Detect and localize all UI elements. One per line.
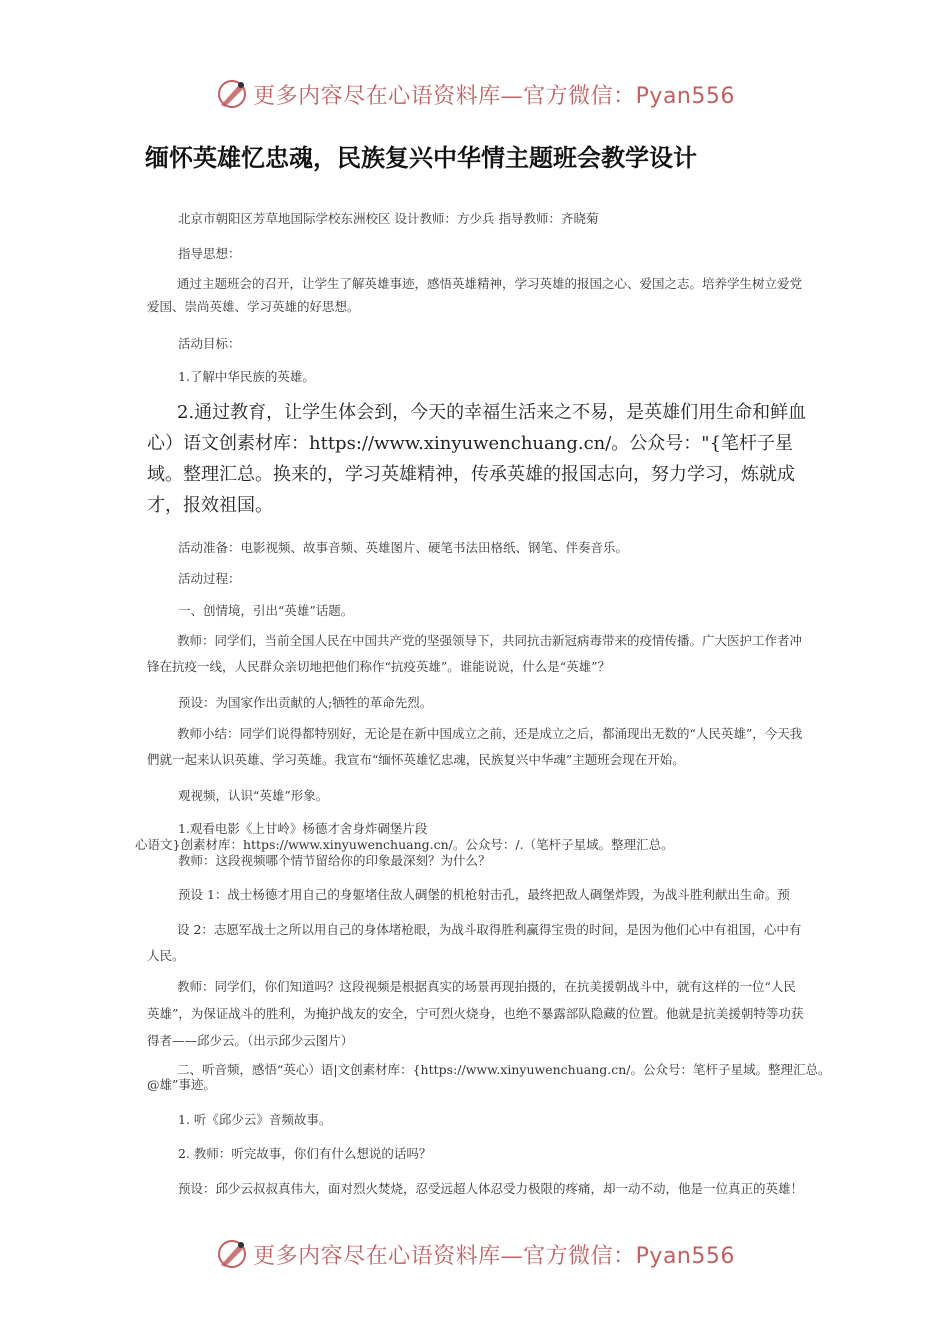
guide-label: 指导思想： [178,246,241,261]
teacher-summary: 教师小结：同学们说得都特别好，无论是在新中国成立之前，还是成立之后，都涌现出无数的“人民英雄”，今天我們就一起来认识英雄、学习英雄。我宣布“缅怀英雄忆忠魂，民族复兴中华魂”主题班会现在开始。 [147,726,803,767]
audio-item-2: 2. 教师：听完故事，你们有什么想说的话吗？ [178,1146,432,1161]
process-label: 活动过程： [178,571,241,586]
preset-3: 预设：邱少云叔叔真伟大，面对烈火焚烧，忍受远超人体忍受力极限的疼痛，却一动不动，他是一位真正的英雄！ [178,1181,804,1196]
teacher-paragraph-3: 教师：同学们，你们知道吗？这段视频是根据真实的场景再现拍摄的，在抗美援朝战斗中，就有这样的一位“人民英雄”，为保证战斗的胜利，为掩护战友的安全，宁可烈火烧身，也绝不暴露部队隐藏的位置。他就是抗美援朝特等功获得者——邱少云。（出示邱少云图片） [147,979,804,1048]
guide-text: 通过主题班会的召开，让学生了解英雄事迹，感悟英雄精神，学习英雄的报国之心、爱国之志。培养学生树立爱党爱国、崇尚英雄、学习英雄的好思想。 [147,276,803,314]
author-line: 北京市朝阳区芳草地国际学校东洲校区 设计教师：方少兵 指导教师：齐晓菊 [178,211,599,226]
header-watermark-banner [0,64,950,124]
banner-text: 更多内容尽在心语资料库—官方微信：Pyan556 [253,1243,735,1269]
page-title: 缅怀英雄忆忠魂，民族复兴中华情主题班会教学设计 [145,144,697,172]
goal-item-2: 2.通过教育，让学生体会到，今天的幸福生活来之不易，是英雄们用生命和鲜血心）语文创素材库：https://www.xinyuwenchuang.cn/。公众号："{笔杆子星域。整理汇总。换来的，学习英雄精神，传承英雄的报国志向，努力学习，炼就成才，报效祖国。 [147,402,807,516]
preset-2a: 预设 1：战士杨德才用自己的身躯堵住敌人碉堡的机枪射击孔，最终把敌人碉堡炸毁，为战斗胜利献出生命。预 [178,887,790,902]
teacher-paragraph-1: 教师：同学们，当前全国人民在中国共产党的坚强领导下，共同抗击新冠病毒带来的疫情传播。广大医护工作者冲锋在抗疫一线，人民群众亲切地把他们称作“抗疫英雄”。谁能说说，什么是“英雄”？ [147,633,803,674]
video-heading: 观视频，认识“英雄”形象。 [178,788,329,803]
prep-line: 活动准备：电影视频、故事音频、英雄图片、硬笔书法田格纸、钢笔、伴奏音乐。 [178,540,629,555]
step-2-heading: 二、听音频，感悟“英心）语|文创素材库：{https://www.xinyuwenchuang.cn/。公众号：笔杆子星域。整理汇总。@雄”事迹。 [147,1062,831,1092]
pen-logo-icon [215,77,249,111]
movie-note: 心语文}创素材库：https://www.xinyuwenchuang.cn/。公众号：/.（笔杆子星域。整理汇总。 [135,837,674,852]
pen-logo-icon [215,1237,249,1271]
preset-2b: 设 2：志愿军战士之所以用自己的身体堵枪眼，为战斗取得胜利赢得宝贵的时间，是因为他们心中有祖国，心中有人民。 [147,922,802,963]
audio-item-1: 1. 听《邱少云》音频故事。 [178,1112,332,1127]
goal-label: 活动目标： [178,336,241,351]
goal-item-1: 1.了解中华民族的英雄。 [178,369,315,384]
movie-line: 1.观看电影《上甘岭》杨德才舍身炸碉堡片段 [178,821,428,836]
banner-text: 更多内容尽在心语资料库—官方微信：Pyan556 [253,83,735,109]
teacher-question-2: 教师：这段视频哪个情节留给你的印象最深刻？为什么？ [178,853,491,868]
footer-watermark-banner [0,1224,950,1284]
preset-1: 预设：为国家作出贡献的人;牺牲的革命先烈。 [178,695,433,710]
step-1-heading: 一、创情境，引出“英雄”话题。 [178,603,354,618]
